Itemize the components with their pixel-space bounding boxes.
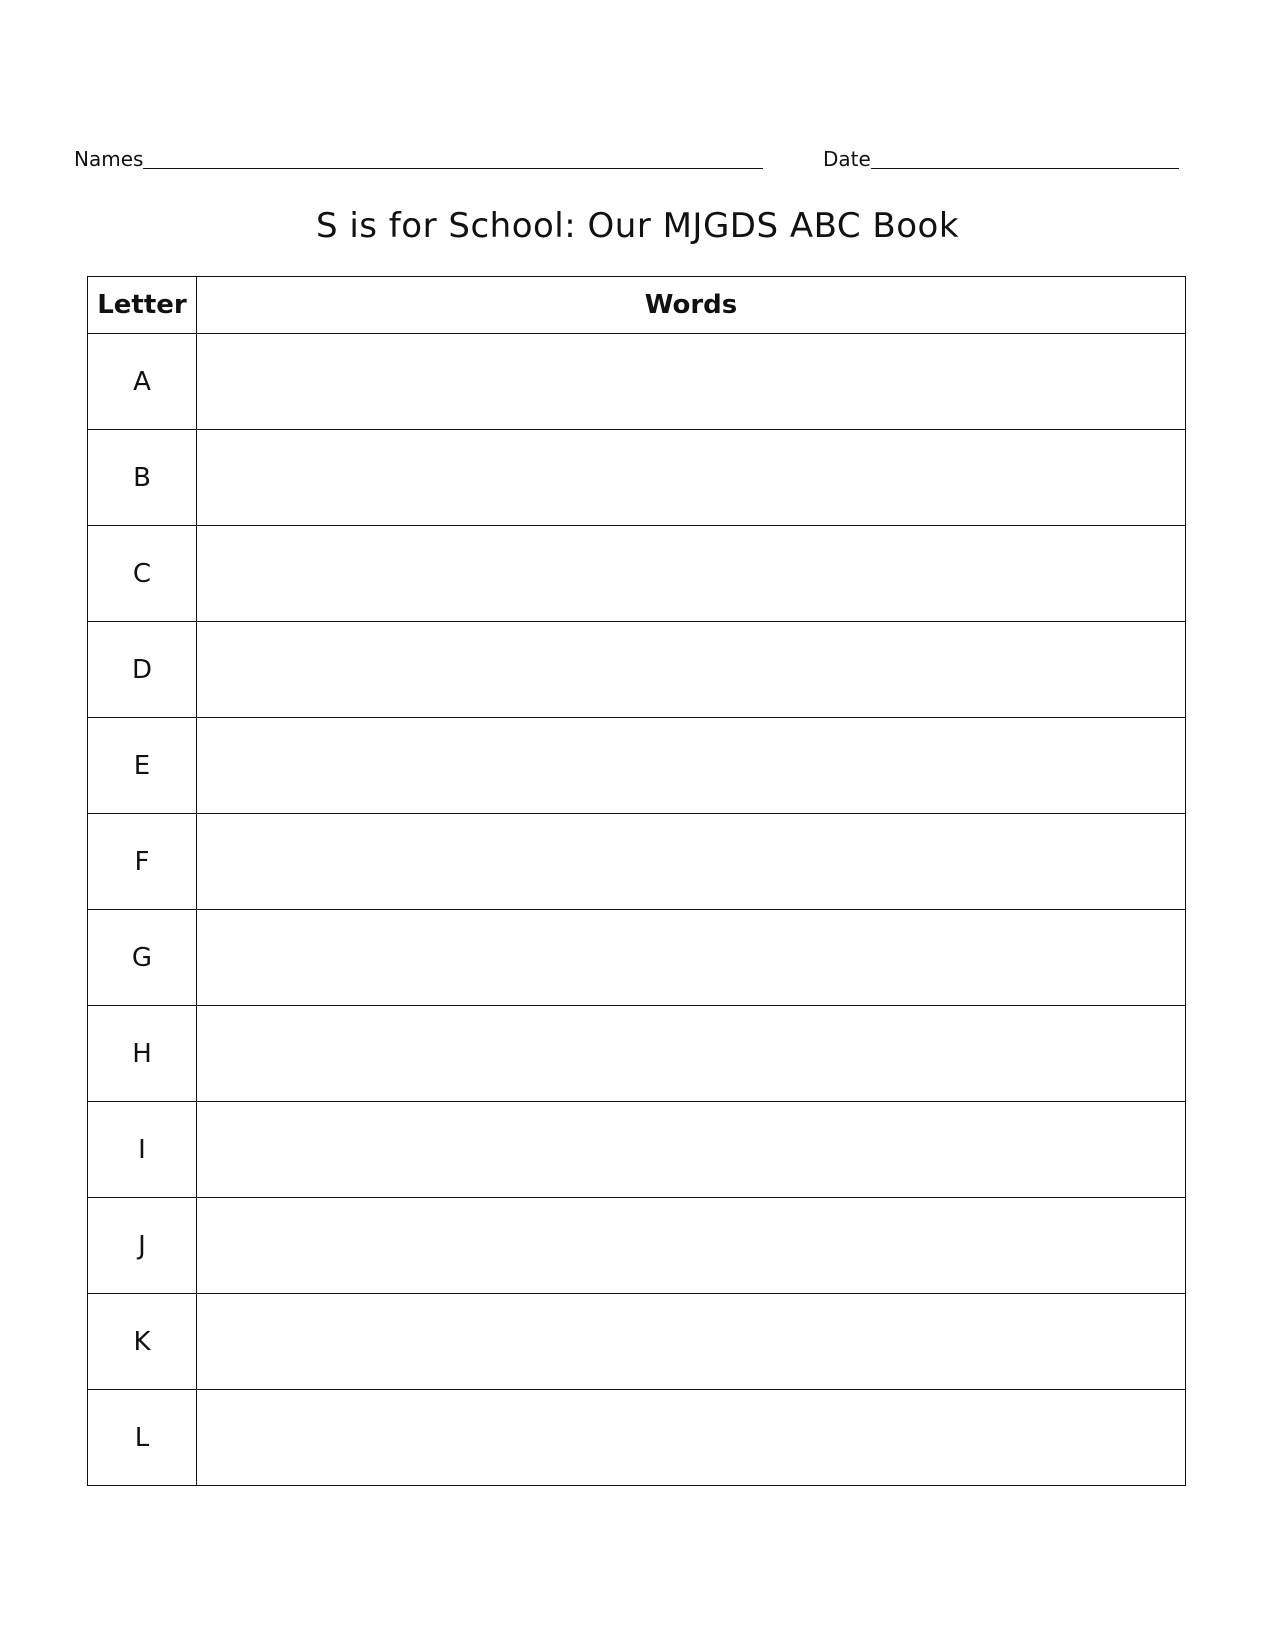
letter-cell: E xyxy=(88,718,197,814)
words-cell[interactable] xyxy=(197,1198,1186,1294)
letter-cell: C xyxy=(88,526,197,622)
table-row xyxy=(88,1102,1186,1198)
table-row xyxy=(88,334,1186,430)
table-row xyxy=(88,1198,1186,1294)
table-row xyxy=(88,814,1186,910)
words-cell[interactable] xyxy=(197,430,1186,526)
names-blank-line[interactable] xyxy=(143,148,763,169)
words-cell[interactable] xyxy=(197,718,1186,814)
words-cell[interactable] xyxy=(197,526,1186,622)
table-row xyxy=(88,910,1186,1006)
letter-cell: G xyxy=(88,910,197,1006)
words-cell[interactable] xyxy=(197,1006,1186,1102)
letter-cell: B xyxy=(88,430,197,526)
words-cell[interactable] xyxy=(197,1102,1186,1198)
words-cell[interactable] xyxy=(197,910,1186,1006)
table-row xyxy=(88,430,1186,526)
letter-cell: K xyxy=(88,1294,197,1390)
letter-cell: H xyxy=(88,1006,197,1102)
words-cell[interactable] xyxy=(197,334,1186,430)
words-cell[interactable] xyxy=(197,1390,1186,1486)
column-header-letter: Letter xyxy=(88,277,197,334)
letter-cell: A xyxy=(88,334,197,430)
table-header-row xyxy=(88,277,1186,334)
table-row xyxy=(88,622,1186,718)
letter-cell: I xyxy=(88,1102,197,1198)
column-header-words: Words xyxy=(197,277,1186,334)
letter-cell: D xyxy=(88,622,197,718)
names-label: Names xyxy=(74,147,144,171)
words-cell[interactable] xyxy=(197,1294,1186,1390)
table-row xyxy=(88,1294,1186,1390)
words-cell[interactable] xyxy=(197,622,1186,718)
letter-cell: F xyxy=(88,814,197,910)
names-field[interactable] xyxy=(74,148,763,169)
date-field[interactable] xyxy=(823,148,1179,169)
table-row xyxy=(88,526,1186,622)
table-row xyxy=(88,1390,1186,1486)
words-cell[interactable] xyxy=(197,814,1186,910)
date-label: Date xyxy=(823,147,871,171)
abc-table xyxy=(87,276,1186,1486)
letter-cell: J xyxy=(88,1198,197,1294)
table-row xyxy=(88,1006,1186,1102)
table-row xyxy=(88,718,1186,814)
letter-cell: L xyxy=(88,1390,197,1486)
page-title: S is for School: Our MJGDS ABC Book xyxy=(315,206,960,246)
date-blank-line[interactable] xyxy=(871,148,1179,169)
